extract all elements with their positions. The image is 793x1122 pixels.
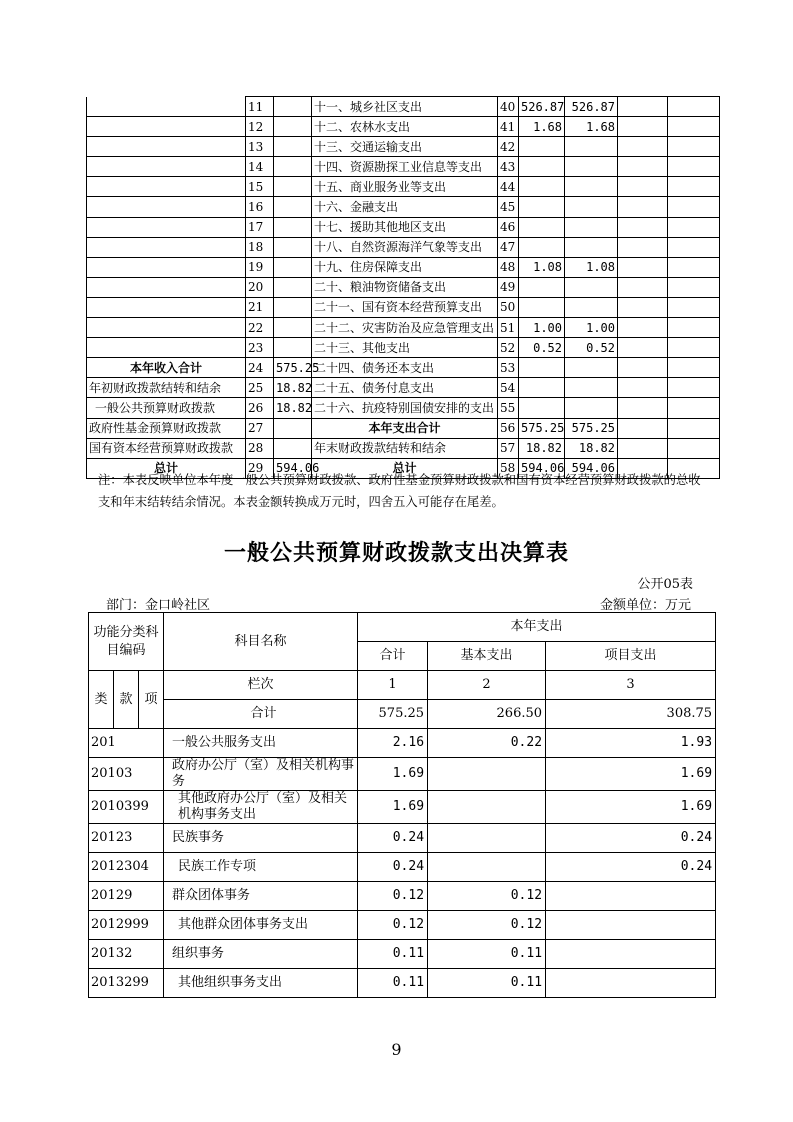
empty-cell (668, 157, 720, 177)
total-cell (519, 137, 565, 157)
left-label-cell (87, 137, 246, 157)
table-row (87, 358, 720, 378)
left-label-cell (87, 318, 246, 338)
right-label-cell: 总计 (312, 458, 498, 478)
lei-header: 类 (89, 671, 114, 729)
left-no-cell: 26 (246, 398, 274, 418)
code-cell: 20129 (89, 882, 164, 911)
empty-cell (668, 438, 720, 458)
right-no-cell: 40 (498, 97, 519, 117)
total-cell (519, 157, 565, 177)
subject-name-header: 科目名称 (164, 613, 358, 671)
right-no-cell: 56 (498, 418, 519, 438)
total-cell: 0.24 (358, 824, 428, 853)
current-year-header: 本年支出 (358, 613, 716, 642)
table-row (87, 97, 720, 117)
empty-cell (618, 277, 668, 297)
total-cell: 1.00 (519, 318, 565, 338)
left-no-cell: 11 (246, 97, 274, 117)
code-cell: 20103 (89, 758, 164, 791)
basic-cell: 0.22 (428, 729, 546, 758)
general-cell (565, 237, 618, 257)
page-number: 9 (391, 1040, 402, 1059)
left-label-cell (87, 117, 246, 137)
total-cell: 0.24 (358, 853, 428, 882)
empty-cell (618, 177, 668, 197)
table-row (87, 277, 720, 297)
left-amount-cell (274, 257, 312, 277)
left-amount-cell: 18.82 (274, 398, 312, 418)
basic-cell: 0.12 (428, 882, 546, 911)
project-cell: 0.24 (546, 824, 716, 853)
left-amount-cell (274, 338, 312, 358)
empty-cell (668, 358, 720, 378)
right-label-cell: 二十六、抗疫特别国债安排的支出 (312, 398, 498, 418)
table-id: 公开05表 (637, 577, 693, 592)
project-cell (546, 969, 716, 998)
empty-cell (668, 117, 720, 137)
page-title: 一般公共预算财政拨款支出决算表 (223, 541, 569, 566)
left-amount-cell (274, 117, 312, 137)
general-cell (565, 277, 618, 297)
total-cell: 0.12 (358, 882, 428, 911)
empty-cell (668, 237, 720, 257)
right-no-cell: 55 (498, 398, 519, 418)
empty-cell (618, 237, 668, 257)
left-amount-cell (274, 418, 312, 438)
sum-label: 合计 (164, 700, 358, 729)
subject-name-cell: 一般公共服务支出 (164, 729, 358, 758)
table-row (89, 729, 716, 758)
total-cell: 0.11 (358, 940, 428, 969)
general-cell (565, 137, 618, 157)
left-no-cell: 20 (246, 277, 274, 297)
empty-cell (668, 378, 720, 398)
right-no-cell: 58 (498, 458, 519, 478)
empty-cell (618, 257, 668, 277)
left-label-cell (87, 217, 246, 237)
right-no-cell: 44 (498, 177, 519, 197)
empty-cell (668, 257, 720, 277)
sum-project: 308.75 (546, 700, 716, 729)
right-no-cell: 53 (498, 358, 519, 378)
right-no-cell: 46 (498, 217, 519, 237)
total-cell: 594.06 (519, 458, 565, 478)
table-row (87, 217, 720, 237)
table-row (87, 257, 720, 277)
right-no-cell: 43 (498, 157, 519, 177)
left-amount-cell: 594.06 (274, 458, 312, 478)
left-amount-cell (274, 438, 312, 458)
empty-cell (668, 418, 720, 438)
general-cell: 0.52 (565, 338, 618, 358)
left-amount-cell (274, 318, 312, 338)
left-amount-cell (274, 237, 312, 257)
header-row-1 (89, 613, 716, 642)
table-row (89, 969, 716, 998)
right-label-cell: 十五、商业服务业等支出 (312, 177, 498, 197)
left-label-cell (87, 257, 246, 277)
table-row (87, 297, 720, 317)
left-label-cell (87, 277, 246, 297)
total-cell: 0.11 (358, 969, 428, 998)
left-label-cell (87, 237, 246, 257)
right-no-cell: 54 (498, 378, 519, 398)
general-cell: 594.06 (565, 458, 618, 478)
total-cell (519, 378, 565, 398)
left-label-cell: 总计 (87, 458, 246, 478)
subject-name-cell: 民族工作专项 (164, 853, 358, 882)
empty-cell (618, 358, 668, 378)
right-label-cell: 十八、自然资源海洋气象等支出 (312, 237, 498, 257)
empty-cell (668, 338, 720, 358)
total-cell (519, 398, 565, 418)
unit-label: 金额单位：万元 (599, 598, 691, 613)
code-cell: 2012999 (89, 911, 164, 940)
total-cell: 575.25 (519, 418, 565, 438)
empty-cell (618, 217, 668, 237)
empty-cell (668, 398, 720, 418)
project-cell: 1.69 (546, 791, 716, 824)
col1-header: 1 (358, 671, 428, 700)
table-row (87, 157, 720, 177)
left-no-cell: 17 (246, 217, 274, 237)
right-label-cell: 十六、金融支出 (312, 197, 498, 217)
total-cell (519, 237, 565, 257)
empty-cell (668, 197, 720, 217)
left-no-cell: 14 (246, 157, 274, 177)
right-no-cell: 47 (498, 237, 519, 257)
table-row (87, 318, 720, 338)
right-label-cell: 二十一、国有资本经营预算支出 (312, 297, 498, 317)
table-row (89, 882, 716, 911)
code-cell: 20123 (89, 824, 164, 853)
left-no-cell: 29 (246, 458, 274, 478)
right-label-cell: 十一、城乡社区支出 (312, 97, 498, 117)
left-amount-cell (274, 177, 312, 197)
general-cell (565, 157, 618, 177)
table-row (89, 791, 716, 824)
left-label-cell: 国有资本经营预算财政拨款 (87, 438, 246, 458)
table-row (87, 338, 720, 358)
left-label-cell (87, 157, 246, 177)
subject-name-cell: 群众团体事务 (164, 882, 358, 911)
left-no-cell: 24 (246, 358, 274, 378)
right-no-cell: 41 (498, 117, 519, 137)
general-cell: 526.87 (565, 97, 618, 117)
project-cell: 0.24 (546, 853, 716, 882)
left-amount-cell (274, 97, 312, 117)
general-cell (565, 177, 618, 197)
total-cell (519, 358, 565, 378)
left-amount-cell (274, 277, 312, 297)
table-row (87, 137, 720, 157)
general-cell (565, 297, 618, 317)
total-header: 合计 (358, 642, 428, 671)
total-cell: 18.82 (519, 438, 565, 458)
left-amount-cell: 18.82 (274, 378, 312, 398)
total-cell: 1.69 (358, 791, 428, 824)
empty-cell (618, 97, 668, 117)
general-cell: 1.00 (565, 318, 618, 338)
left-no-cell: 27 (246, 418, 274, 438)
left-no-cell: 23 (246, 338, 274, 358)
right-label-cell: 二十二、灾害防治及应急管理支出 (312, 318, 498, 338)
right-no-cell: 48 (498, 257, 519, 277)
xiang-header: 项 (139, 671, 164, 729)
left-no-cell: 22 (246, 318, 274, 338)
left-label-cell (87, 97, 246, 117)
basic-cell: 0.11 (428, 969, 546, 998)
right-label-cell: 十三、交通运输支出 (312, 137, 498, 157)
general-cell (565, 358, 618, 378)
table-row (89, 758, 716, 791)
left-no-cell: 12 (246, 117, 274, 137)
right-no-cell: 45 (498, 197, 519, 217)
table-row (87, 237, 720, 257)
total-cell: 1.69 (358, 758, 428, 791)
total-cell (519, 217, 565, 237)
right-label-cell: 二十四、债务还本支出 (312, 358, 498, 378)
sum-basic: 266.50 (428, 700, 546, 729)
empty-cell (618, 378, 668, 398)
col2-header: 2 (428, 671, 546, 700)
empty-cell (618, 318, 668, 338)
right-no-cell: 50 (498, 297, 519, 317)
left-no-cell: 21 (246, 297, 274, 317)
total-cell (519, 297, 565, 317)
empty-cell (618, 197, 668, 217)
code-cell: 2013299 (89, 969, 164, 998)
general-cell (565, 378, 618, 398)
empty-cell (668, 177, 720, 197)
left-amount-cell (274, 157, 312, 177)
right-label-cell: 十四、资源勘探工业信息等支出 (312, 157, 498, 177)
total-cell: 0.12 (358, 911, 428, 940)
empty-cell (668, 277, 720, 297)
left-amount-cell (274, 297, 312, 317)
basic-cell (428, 853, 546, 882)
right-no-cell: 52 (498, 338, 519, 358)
basic-header: 基本支出 (428, 642, 546, 671)
project-cell: 1.69 (546, 758, 716, 791)
header-row-3 (89, 671, 716, 700)
department-label: 部门：金口岭社区 (106, 598, 211, 613)
right-no-cell: 42 (498, 137, 519, 157)
table-row (89, 940, 716, 969)
subject-name-cell: 其他组织事务支出 (164, 969, 358, 998)
subject-name-cell: 组织事务 (164, 940, 358, 969)
total-cell: 0.52 (519, 338, 565, 358)
table-row (87, 398, 720, 418)
empty-cell (618, 137, 668, 157)
code-cell: 20132 (89, 940, 164, 969)
empty-cell (668, 97, 720, 117)
basic-cell (428, 824, 546, 853)
table-row (87, 177, 720, 197)
empty-cell (668, 137, 720, 157)
general-cell (565, 197, 618, 217)
empty-cell (668, 318, 720, 338)
basic-cell (428, 791, 546, 824)
total-cell: 526.87 (519, 97, 565, 117)
general-cell: 18.82 (565, 438, 618, 458)
right-label-cell: 十七、援助其他地区支出 (312, 217, 498, 237)
left-label-cell: 年初财政拨款结转和结余 (87, 378, 246, 398)
expense-table (88, 612, 716, 998)
project-cell (546, 940, 716, 969)
empty-cell (618, 338, 668, 358)
table-row (89, 911, 716, 940)
left-no-cell: 25 (246, 378, 274, 398)
table-row (87, 197, 720, 217)
subject-name-cell: 政府办公厅（室）及相关机构事务 (164, 758, 358, 791)
sum-row (89, 700, 716, 729)
general-cell: 575.25 (565, 418, 618, 438)
table-row (89, 853, 716, 882)
left-amount-cell (274, 217, 312, 237)
sum-total: 575.25 (358, 700, 428, 729)
empty-cell (618, 398, 668, 418)
table-row (87, 418, 720, 438)
left-no-cell: 28 (246, 438, 274, 458)
general-cell (565, 398, 618, 418)
kuan-header: 款 (114, 671, 139, 729)
project-cell (546, 911, 716, 940)
right-no-cell: 49 (498, 277, 519, 297)
subject-name-cell: 民族事务 (164, 824, 358, 853)
total-cell: 1.68 (519, 117, 565, 137)
left-no-cell: 16 (246, 197, 274, 217)
code-cell: 201 (89, 729, 164, 758)
empty-cell (618, 418, 668, 438)
right-label-cell: 年末财政拨款结转和结余 (312, 438, 498, 458)
total-cell: 2.16 (358, 729, 428, 758)
empty-cell (618, 438, 668, 458)
left-label-cell (87, 177, 246, 197)
empty-cell (618, 117, 668, 137)
left-label-cell: 一般公共预算财政拨款 (87, 398, 246, 418)
right-no-cell: 57 (498, 438, 519, 458)
left-label-cell (87, 197, 246, 217)
general-cell: 1.68 (565, 117, 618, 137)
left-amount-cell (274, 197, 312, 217)
right-label-cell: 二十三、其他支出 (312, 338, 498, 358)
column-no-header: 栏次 (164, 671, 358, 700)
total-cell: 1.08 (519, 257, 565, 277)
left-label-cell: 本年收入合计 (87, 358, 246, 378)
subject-name-cell: 其他政府办公厅（室）及相关机构事务支出 (164, 791, 358, 824)
right-label-cell: 十二、农林水支出 (312, 117, 498, 137)
right-label-cell: 二十、粮油物资储备支出 (312, 277, 498, 297)
left-label-cell (87, 297, 246, 317)
total-cell (519, 177, 565, 197)
right-label-cell: 二十五、债务付息支出 (312, 378, 498, 398)
code-cell: 2010399 (89, 791, 164, 824)
table-note: 注：本表反映单位本年度一般公共预算财政拨款、政府性基金预算财政拨款和国有资本经营预算财政拨款的总收支和年末结转结余情况。本表金额转换成万元时，四舍五入可能存在尾差。 (98, 473, 701, 509)
table-row (87, 438, 720, 458)
left-amount-cell: 575.25 (274, 358, 312, 378)
left-no-cell: 18 (246, 237, 274, 257)
income-expense-table (86, 96, 720, 479)
project-header: 项目支出 (546, 642, 716, 671)
col3-header: 3 (546, 671, 716, 700)
right-no-cell: 51 (498, 318, 519, 338)
basic-cell (428, 758, 546, 791)
empty-cell (668, 297, 720, 317)
subject-name-cell: 其他群众团体事务支出 (164, 911, 358, 940)
total-cell (519, 197, 565, 217)
empty-cell (618, 297, 668, 317)
table-row (87, 378, 720, 398)
left-label-cell: 政府性基金预算财政拨款 (87, 418, 246, 438)
code-cell: 2012304 (89, 853, 164, 882)
left-label-cell (87, 338, 246, 358)
table-row (87, 117, 720, 137)
right-label-cell: 本年支出合计 (312, 418, 498, 438)
total-cell (519, 277, 565, 297)
general-cell: 1.08 (565, 257, 618, 277)
table-row (89, 824, 716, 853)
project-cell: 1.93 (546, 729, 716, 758)
general-cell (565, 217, 618, 237)
basic-cell: 0.12 (428, 911, 546, 940)
right-label-cell: 十九、住房保障支出 (312, 257, 498, 277)
project-cell (546, 882, 716, 911)
left-no-cell: 15 (246, 177, 274, 197)
func-code-header: 功能分类科目编码 (89, 613, 164, 671)
basic-cell: 0.11 (428, 940, 546, 969)
left-no-cell: 19 (246, 257, 274, 277)
left-no-cell: 13 (246, 137, 274, 157)
empty-cell (668, 217, 720, 237)
empty-cell (618, 157, 668, 177)
left-amount-cell (274, 137, 312, 157)
